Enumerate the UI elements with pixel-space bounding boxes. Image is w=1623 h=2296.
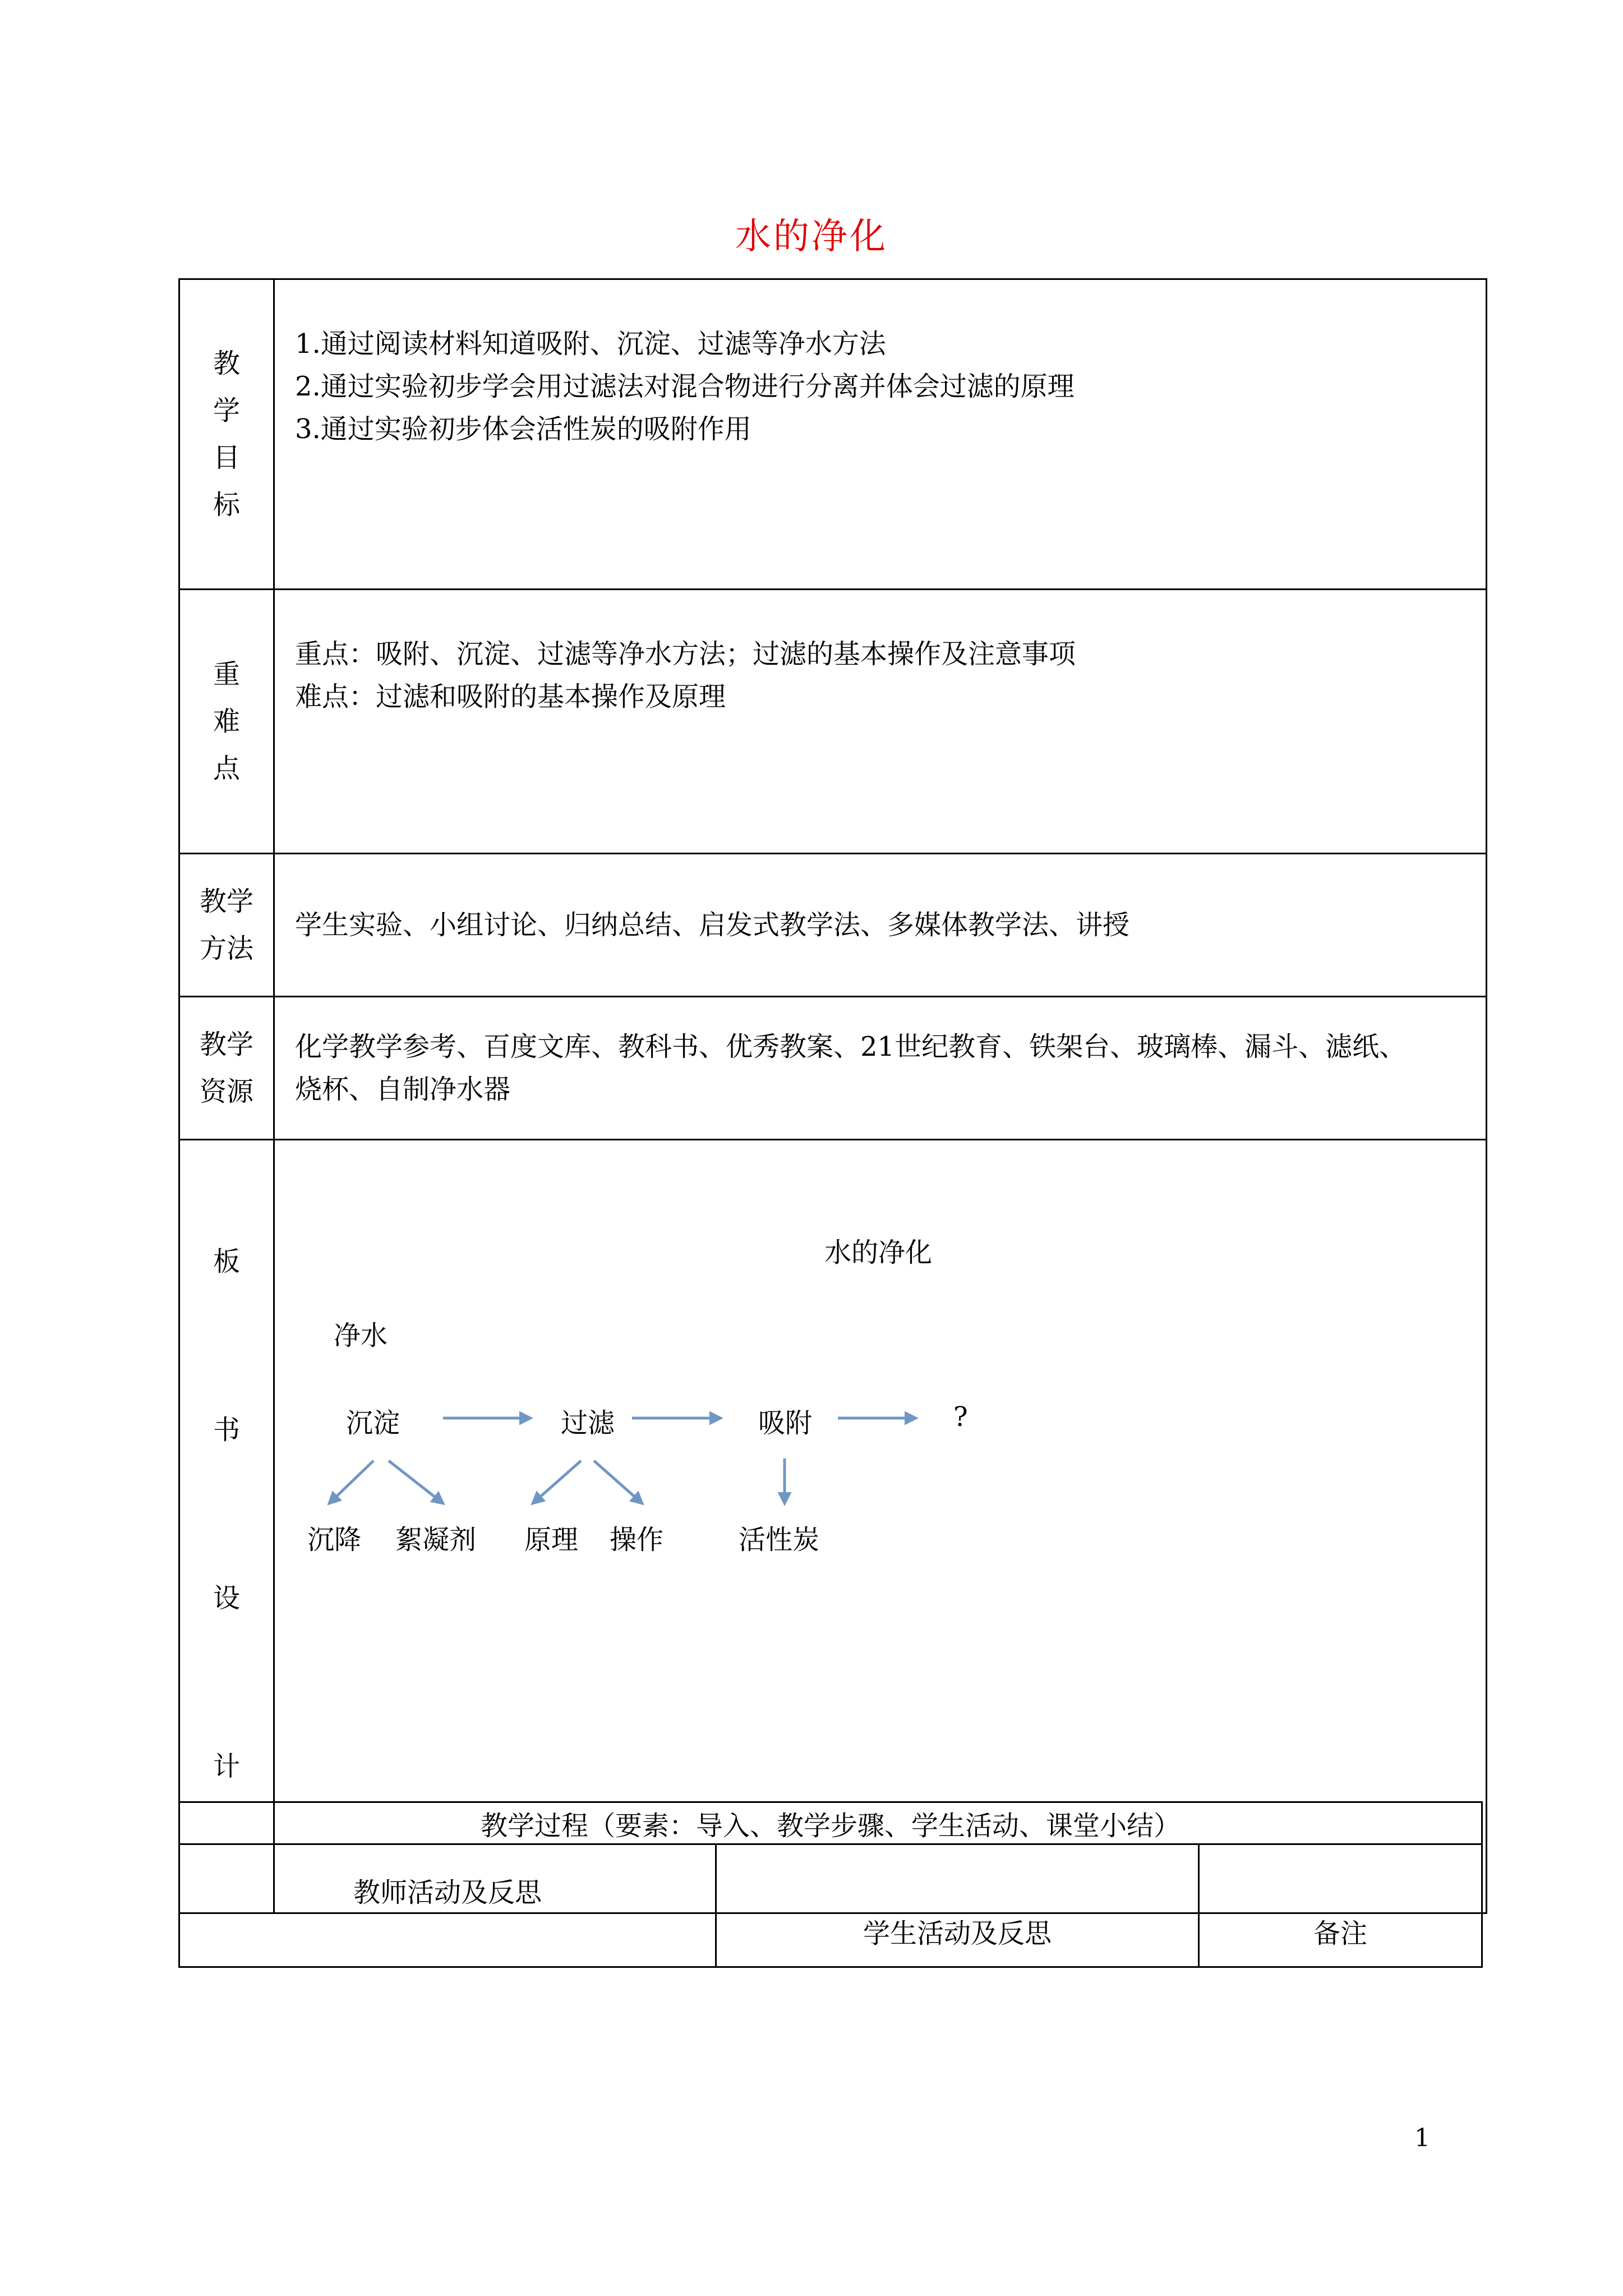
arrow-down-right-icon — [594, 1461, 642, 1503]
board-heading: 净水 — [334, 1320, 388, 1351]
key-points-content — [274, 590, 1487, 854]
sub-settling: 沉降 — [307, 1524, 362, 1556]
arrow-down-left-icon — [329, 1461, 374, 1503]
row-teaching-resources — [179, 997, 1487, 1140]
row-teaching-methods — [179, 854, 1487, 997]
board-design-content — [274, 1140, 1487, 1913]
goal-item: 1.通过阅读材料知道吸附、沉淀、过滤等净水方法 — [295, 328, 886, 360]
page-number: 1 — [1414, 2124, 1430, 2152]
sub-flocculant: 絮凝剂 — [395, 1524, 477, 1556]
teaching-process-table — [178, 1801, 1483, 1968]
teacher-activity-column: 教师活动及反思 — [179, 1844, 716, 1967]
teaching-methods-content: 学生实验、小组讨论、归纳总结、启发式教学法、多媒体教学法、讲授 — [274, 854, 1487, 997]
remarks-column: 备注 — [1199, 1844, 1482, 1967]
label-teaching-goals: 教 学 目 标 — [179, 279, 274, 590]
board-diagram — [275, 1151, 1486, 1902]
label-teaching-methods: 教学 方法 — [179, 854, 274, 997]
key-point-item: 难点：过滤和吸附的基本操作及原理 — [295, 681, 726, 712]
teaching-resources-content: 化学教学参考、百度文库、教科书、优秀教案、21世纪教育、铁架台、玻璃棒、漏斗、滤纸、 烧杯、自制净水器 — [274, 997, 1487, 1140]
step-filtration: 过滤 — [561, 1407, 615, 1439]
arrow-down-left-icon — [533, 1461, 581, 1503]
key-point-item: 重点：吸附、沉淀、过滤等净水方法；过滤的基本操作及注意事项 — [295, 638, 1076, 670]
sub-operation: 操作 — [610, 1524, 664, 1556]
board-diagram-title: 水的净化 — [824, 1237, 933, 1268]
arrow-down-right-icon — [389, 1461, 443, 1503]
teaching-goals-content — [274, 279, 1487, 590]
process-header: 教学过程（要素：导入、教学步骤、学生活动、课堂小结） — [179, 1802, 1482, 1844]
label-board-design: 板 书 设 计 — [179, 1140, 274, 1913]
goal-item: 3.通过实验初步体会活性炭的吸附作用 — [295, 413, 751, 445]
step-sedimentation: 沉淀 — [346, 1407, 400, 1439]
student-activity-column: 学生活动及反思 — [716, 1844, 1199, 1967]
label-teaching-resources: 教学 资源 — [179, 997, 274, 1140]
row-key-points — [179, 590, 1487, 854]
process-header-row — [179, 1802, 1482, 1844]
row-teaching-goals — [179, 279, 1487, 590]
lesson-plan-table — [178, 278, 1487, 1914]
row-board-design — [179, 1140, 1487, 1913]
sub-principle: 原理 — [524, 1524, 579, 1556]
goal-item: 2.通过实验初步学会用过滤法对混合物进行分离并体会过滤的原理 — [295, 371, 1075, 402]
label-key-points: 重 难 点 — [179, 590, 274, 854]
page-title: 水的净化 — [735, 216, 888, 257]
process-columns-row — [179, 1844, 1482, 1967]
board-arrows — [275, 1151, 1486, 1902]
step-unknown: ? — [953, 1401, 968, 1433]
sub-activated-carbon: 活性炭 — [739, 1524, 820, 1556]
step-adsorption: 吸附 — [758, 1407, 813, 1439]
